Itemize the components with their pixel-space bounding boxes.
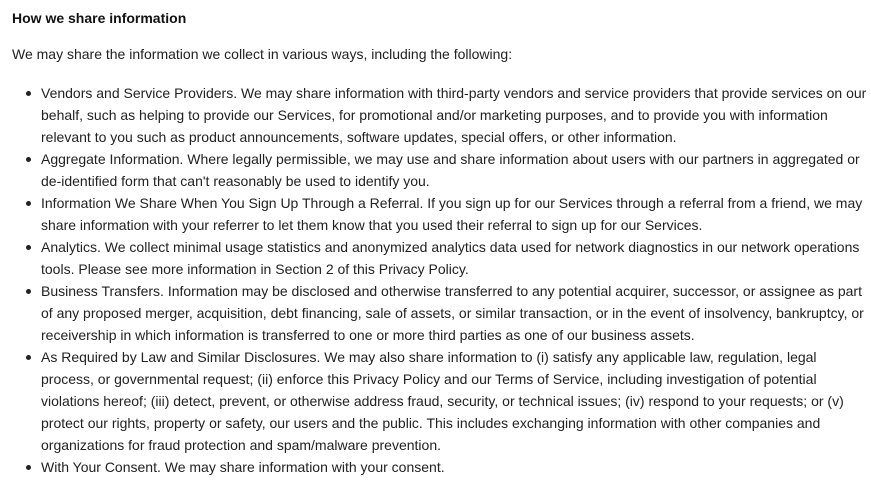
list-item-text: Analytics. We collect minimal usage statistics and anonymized analytics data used for network diagnostics in our network operations tools. Please see more information in Section 2 of this Privacy Policy.: [41, 239, 860, 277]
list-item-text: Vendors and Service Providers. We may share information with third-party vendors and service providers that provide services on our behalf, such as helping to provide our Services, for promotional and/or marketing purposes, and to provide you with information relevant to you such as product announcements, software updates, special offers, or other information.: [41, 85, 867, 145]
bullet-icon: [26, 289, 31, 294]
section-heading: How we share information: [12, 10, 187, 26]
share-list: [0, 82, 871, 478]
list-item: [0, 280, 871, 346]
list-item: [0, 456, 871, 478]
list-item-text: Aggregate Information. Where legally permissible, we may use and share information about users with our partners in aggregated or de-identified form that can't reasonably be used to identify you.: [41, 151, 860, 189]
bullet-icon: [26, 157, 31, 162]
list-item: [0, 148, 871, 192]
list-item-text: Information We Share When You Sign Up Through a Referral. If you sign up for our Services through a referral from a friend, we may share information with your referrer to let them know that you used their referral to sign up for our Services.: [41, 195, 863, 233]
bullet-icon: [26, 201, 31, 206]
list-item-text: With Your Consent. We may share information with your consent.: [41, 459, 445, 475]
list-item-text: Business Transfers. Information may be disclosed and otherwise transferred to any potential acquirer, successor, or assignee as part of any proposed merger, acquisition, debt financing, sale of assets, or similar transaction, or in the event of insolvency, bankruptcy, or receivership in which information is transferred to one or more third parties as one of our business assets.: [41, 283, 864, 343]
list-item: [0, 236, 871, 280]
list-item: [0, 82, 871, 148]
bullet-icon: [26, 245, 31, 250]
list-item: [0, 346, 871, 456]
intro-paragraph: We may share the information we collect in various ways, including the following:: [12, 46, 513, 62]
bullet-icon: [26, 465, 31, 470]
bullet-icon: [26, 91, 31, 96]
bullet-icon: [26, 355, 31, 360]
list-item-text: As Required by Law and Similar Disclosures. We may also share information to (i) satisfy any applicable law, regulation, legal process, or governmental request; (ii) enforce this Privacy Policy and our Terms of Service, including investigation of potential violations hereof; (iii) detect, prevent, or otherwise address fraud, security, or technical issues; (iv) respond to your requests; or (v) protect our rights, property or safety, our users and the public. This includes exchanging information with other companies and organizations for fraud protection and spam/malware prevention.: [41, 349, 844, 453]
list-item: [0, 192, 871, 236]
